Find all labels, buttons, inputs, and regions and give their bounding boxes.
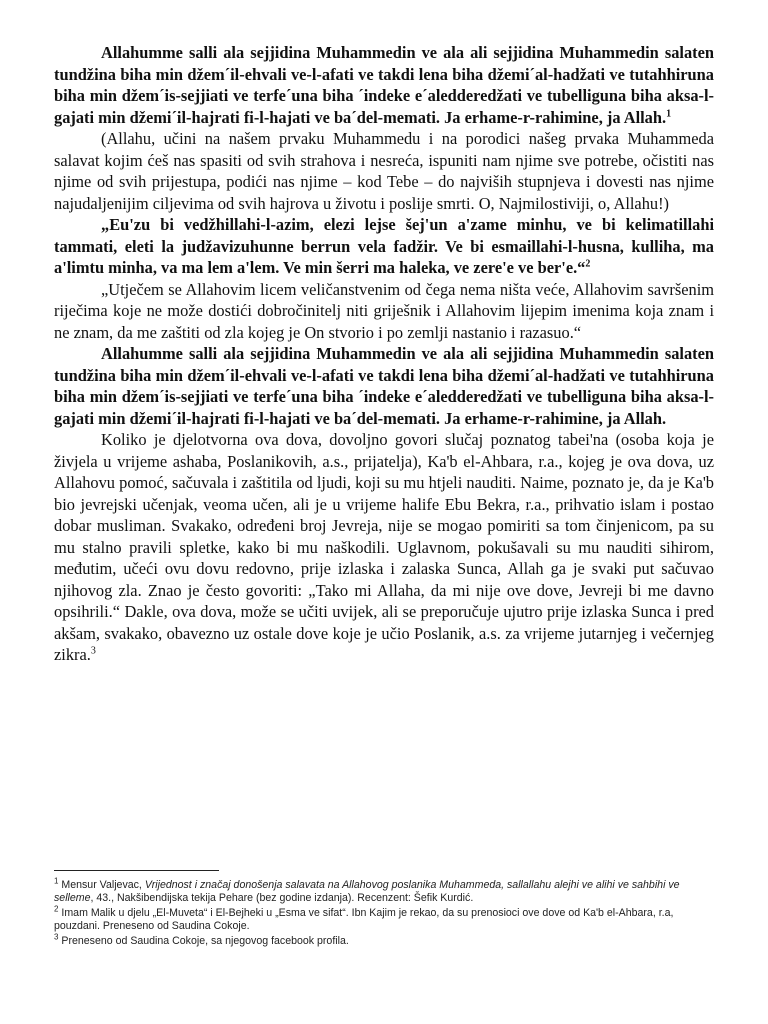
footnote-ref[interactable]: 1 [666, 108, 672, 120]
footnote-1 [54, 876, 714, 906]
salawat-arabic-repeat-paragraph [54, 343, 714, 429]
paragraph-text: Koliko je djelotvorna ova dova, dovoljno govori slučaj poznatog tabei'na (osoba koja je živjela u vrijeme ashaba, Poslanikovih, a.s., prijatelja), Ka'b el-Ahbara, r.a., kojeg je ova dova, uz Allahovu pomoć, sačuvala i zaštitila od ljudi, koji su mu htjeli nauditi. Naime, poznato je, da je Ka'b bio jevrejski učenjak, veoma učen, ali je u vrijeme halife Ebu Bekra, r.a., prihvatio islam i postao dobar musliman. Svakako, određeni broj Jevreja, nije se mogao pomiriti sa tom činjenicom, pa su mu stalno pravili spletke, kako bi mu naškodili. Uglavnom, pokušavali su mu nauditi sihirom, međutim, učeći ovu dovu redovno, prije izlaska i zalaska Sunca, Allah ga je svaki put sačuvao njihovog zla. Znao je često govoriti: „Tako mi Allaha, da mi nije ove dove, Jevreji bi me davno opsihrili.“ Dakle, ova dova, može se učiti uvijek, ali se preporučuje ujutro prije izlaska Sunca i pred akšam, svakako, obavezno uz ostale dove koje je učio Poslanik, a.s. za vrijeme jutarnjeg i večernjeg zikra. [54, 430, 714, 664]
footnote-text-tail: , 43., Nakšibendijska tekija Pehare (bez godine izdanja). Recenzent: Šefik Kurdić. [90, 892, 474, 905]
footnote-number: 1 [54, 876, 59, 886]
footnote-book-title: Vrijednost i značaj donošenja salavata na Allahovog poslanika Muhammeda, sallallahu alejhi ve alihi ve sahbihi ve selleme [54, 879, 680, 905]
paragraph-text: Allahumme salli ala sejjidina Muhammedin ve ala ali sejjidina Muhammedin salaten tundžina biha min džem´il-ehvali ve-l-afati ve takdi lena biha džemi´al-hadžati ve tutahhiruna biha min džem´is-sejjiati ve terfe´una biha ´indeke e´aledderedžati ve tubelliguna biha aksa-l-gajati min džemi´il-hajrati fi-l-hajati ve ba´del-memati. Ja erhame-r-rahimine, ja Allah. [54, 43, 714, 127]
paragraph-text: „Eu'zu bi vedžhillahi-l-azim, elezi lejse šej'un a'zame minhu, ve bi kelimatillahi tammati, eleti la judžavizuhunne berrun vela fadžir. Ve bi esmaillahi-l-husna, kulliha, ma a'limtu minha, va ma lem a'lem. Ve min šerri ma haleka, ve zere'e ve ber'e.“ [54, 215, 714, 277]
euzu-translation-paragraph [54, 279, 714, 344]
footnote-number: 2 [54, 904, 59, 914]
footnote-ref[interactable]: 3 [90, 645, 96, 657]
salawat-translation-paragraph [54, 128, 714, 214]
paragraph-text: Allahumme salli ala sejjidina Muhammedin ve ala ali sejjidina Muhammedin salaten tundžina biha min džem´il-ehvali ve-l-afati ve takdi lena biha džemi´al-hadžati ve tutahhiruna biha min džem´is-sejjiati ve terfe´una biha ´indeke e´aledderedžati ve tubelliguna biha aksa-l-gajati min džemi´il-hajrati fi-l-hajati ve ba´del-memati. Ja erhame-r-rahimine, ja Allah. [54, 344, 714, 428]
footnote-divider [54, 870, 219, 871]
paragraph-text: „Utječem se Allahovim licem veličanstvenim od čega nema ništa veće, Allahovim savršenim riječima koje ne može dostići dobročinitelj niti griješnik i Allahovim lijepim imenima koja znam i ne znam, da me zaštiti od zla kojeg je On stvorio i po zemlji nastanio i razasuo.“ [54, 279, 714, 342]
footnote-3 [54, 932, 714, 948]
footnotes-section [54, 870, 714, 949]
story-paragraph [54, 429, 714, 666]
salawat-arabic-paragraph [54, 42, 714, 128]
footnote-text: Preneseno od Saudina Cokoje, sa njegovog facebook profila. [61, 934, 349, 947]
paragraph-text: (Allahu, učini na našem prvaku Muhammedu i na porodici našeg prvaka Muhammeda salavat kojim ćeš nas spasiti od svih strahova i nesreća, ispuniti nam njime sve potrebe, očistiti nas njime od svih prijestupa, podići nas njime – kod Tebe – do najviših stupnjeva i dovesti nas njime najudaljenijim ciljevima od svih hajrova u životu i poslije smrti. O, Najmilostiviji, o, Allahu!) [54, 129, 714, 213]
footnote-text: Mensur Valjevac, [61, 879, 145, 891]
document-body [54, 42, 714, 666]
footnote-ref[interactable]: 2 [585, 258, 591, 270]
euzu-arabic-paragraph [54, 214, 714, 279]
footnote-text: Imam Malik u djelu „El-Muveta“ i El-Bejheki u „Esma ve sifat“. Ibn Kajim je rekao, da su prenosioci ove dove od Ka'b el-Ahbara, r.a, pouzdani. Preneseno od Saudina Cokoje. [54, 906, 674, 933]
footnote-number: 3 [54, 932, 59, 942]
footnote-2 [54, 904, 714, 934]
